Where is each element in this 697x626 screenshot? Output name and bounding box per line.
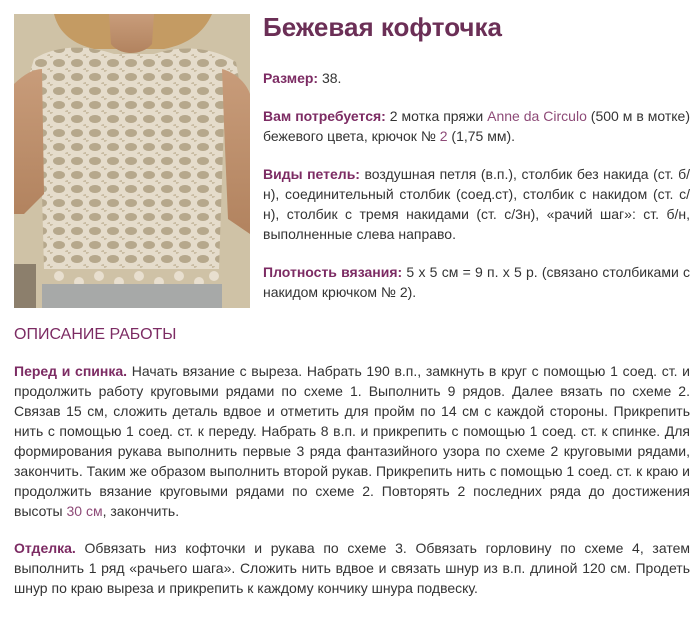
- header-column: [263, 12, 690, 320]
- final-height: 30 см: [66, 503, 103, 519]
- page-title: Бежевая кофточка: [263, 12, 503, 42]
- size-paragraph: [263, 68, 690, 88]
- gauge-label: Плотность вязания:: [263, 264, 403, 281]
- yarn-brand: Anne da Circulo: [487, 108, 587, 125]
- front-back-text: , закончить.: [102, 503, 180, 519]
- materials-text: (500 м в мотке) бежевого цвета, крючок №: [263, 108, 690, 145]
- size-value: 38.: [318, 70, 342, 87]
- section-heading: ОПИСАНИЕ РАБОТЫ: [14, 326, 177, 343]
- front-back-text: Начать вязание с выреза. Набрать 190 в.п., замкнуть в круг с помощью 1 соед. ст. и продолжить работу круговыми рядами по схеме 1. Выполнить 9 рядов. Далее вязать по схеме 2. Связав 15 см, сложить деталь вдвое и отметить для пройм по 14 см с каждой стороны. Прикрепить нить с помощью 1 соед. ст. к переду. Набрать 8 в.п. и прикрепить с помощью 1 соед. ст. к спинке. Для формирования рукава выполнить первые 3 ряда фантазийного узора по схеме 2 круговыми рядами, закончить. Таким же образом выполнить второй рукав. Прикрепить нить с помощью 1 соед. ст. к краю и продолжить вязание круговыми рядами по схеме 2. Повторять 2 последних ряда до достижения высоты: [14, 363, 690, 519]
- finishing-text: Обвязать низ кофточки и рукава по схеме 3. Обвязать горловину по схеме 4, затем выполнить 1 ряд «рачьего шага». Сложить нить вдвое и связать шнур из в.п. длиной 120 см. Продеть шнур по краю выреза и прикрепить к каждому кончику шнура подвеску.: [14, 540, 690, 596]
- stitches-label: Виды петель:: [263, 166, 360, 183]
- gauge-text: 5 х 5 см = 9 п. х 5 р. (связано столбиками с накидом крючком № 2).: [263, 264, 690, 301]
- materials-label: Вам потребуется:: [263, 108, 386, 125]
- garment-photo: [14, 14, 250, 308]
- gauge-paragraph: [263, 262, 690, 302]
- materials-paragraph: [263, 106, 690, 146]
- finishing-paragraph: [14, 538, 690, 598]
- stitches-text: воздушная петля (в.п.), столбик без накида (ст. б/н), соединительный столбик (соед.ст), столбик с накидом (ст. с/н), столбик с тремя накидами (ст. с/3н), «рачий шаг»: ст. б/н, выполненные слева направо.: [263, 166, 690, 243]
- materials-text: (1,75 мм).: [447, 128, 516, 145]
- hook-size: 2: [439, 128, 448, 145]
- front-back-label: Перед и спинка.: [14, 363, 128, 379]
- materials-text: 2 мотка пряжи: [385, 108, 488, 125]
- size-label: Размер:: [263, 70, 319, 87]
- front-back-paragraph: [14, 361, 690, 521]
- finishing-label: Отделка.: [14, 540, 76, 556]
- stitches-paragraph: [263, 164, 690, 244]
- instructions-column: [14, 361, 690, 615]
